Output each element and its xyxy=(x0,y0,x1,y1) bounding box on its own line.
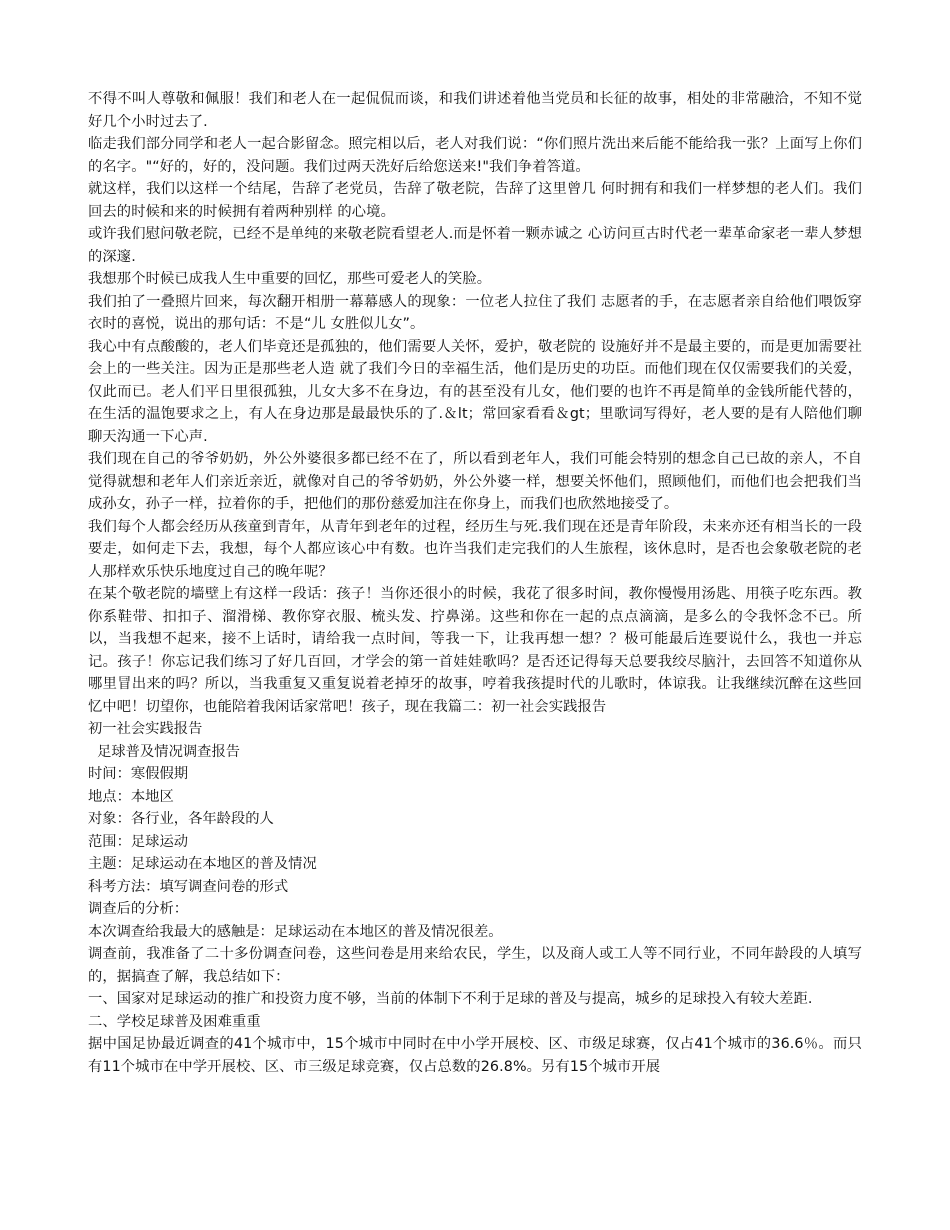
analysis-point-1: 一、国家对足球运动的推广和投资力度不够，当前的体制下不利于足球的普及与提高，城乡的足球投入有较大差距. xyxy=(88,991,813,1007)
paragraph-5: 我想那个时候已成我人生中重要的回忆，那些可爱老人的笑脸。 xyxy=(88,271,492,287)
paragraph-10: 在某个敬老院的墙壁上有这样一段话：孩子！当你还很小的时候，我花了很多时间，教你慢慢用汤匙、用筷子吃东西。教你系鞋带、扣扣子、溜滑梯、教你穿衣服、梳头发、拧鼻涕。这些和你在一起的点点滴滴，是多么的令我怀念不已。所以，当我想不起来，接不上话时，请给我一点时间，等我一下，让我再想一想？？极可能最后连要说什么，我也一并忘记。孩子！你忘记我们练习了好几百回，才学会的第一首娃娃歌吗？是否还记得每天总要我绞尽脑汁，去回答不知道你从哪里冒出来的吗？所以，当我重复又重复说着老掉牙的故事，哼着我孩提时代的儿歌时，体谅我。让我继续沉醉在这些回忆中吧！切望你，也能陪着我闲话家常吧！孩子，现在我篇二：初一社会实践报告 xyxy=(88,586,862,715)
report-title: 初一社会实践报告 xyxy=(88,721,203,737)
report-subtitle: 足球普及情况调查报告 xyxy=(88,743,241,760)
paragraph-4: 或许我们慰问敬老院，已经不是单纯的来敬老院看望老人.而是怀着一颗赤诚之 心访问亘古时代老一辈革命家老一辈人梦想的深邃. xyxy=(88,226,862,265)
info-location: 地点：本地区 xyxy=(88,788,174,805)
paragraph-6: 我们拍了一叠照片回来，每次翻开相册一幕幕感人的现象：一位老人拉住了我们 志愿者的手，在志愿者亲自给他们喂饭穿衣时的喜悦，说出的那句话：不是“儿 女胜似儿女”。 xyxy=(88,293,862,332)
analysis-summary: 本次调查给我最大的感触是：足球运动在本地区的普及情况很差。 xyxy=(88,923,503,940)
paragraph-7: 我心中有点酸酸的，老人们毕竟还是孤独的，他们需要人关怀，爱护，敬老院的 设施好并不是最主要的，而是更加需要社会上的一些关注。因为正是那些老人造 就了我们今日的幸福生活，他们是历史的功臣。而他们现在仅仅需要我们的关爱，仅此而已。老人们平日里很孤独，儿女大多不在身边，有的甚至没有儿女，他们要的也许不再是简单的金钱所能代替的，在生活的温饱要求之上，有人在身边那是最最快乐的了.＆lt；常回家看看＆gt；里歌词写得好，老人要的是有人陪他们聊聊天沟通一下心声. xyxy=(88,338,862,445)
paragraph-1: 不得不叫人尊敬和佩服！我们和老人在一起侃侃而谈，和我们讲述着他当党员和长征的故事，相处的非常融洽，不知不觉好几个小时过去了. xyxy=(88,91,862,130)
info-time: 时间：寒假假期 xyxy=(88,766,189,782)
info-scope: 范围：足球运动 xyxy=(88,833,189,850)
info-method: 科考方法：填写调查问卷的形式 xyxy=(88,878,289,895)
paragraph-2: 临走我们部分同学和老人一起合影留念。照完相以后，老人对我们说：“你们照片洗出来后能不能给我一张？上面写上你们的名字。"“好的，好的，没问题。我们过两天洗好后给您送来!"我们争着答道。 xyxy=(88,136,862,175)
analysis-heading: 调查后的分析： xyxy=(88,901,189,917)
analysis-point-2-heading: 二、学校足球普及困难重重 xyxy=(88,1013,261,1030)
paragraph-8: 我们现在自己的爷爷奶奶，外公外婆很多都已经不在了，所以看到老年人，我们可能会特别的想念自己已故的亲人，不自觉得就想和老年人们亲近亲近，就像对自己的爷爷奶奶，外公外婆一样，想要关怀他们，照顾他们，而他们也会把我们当成孙女，孙子一样，拉着你的手，把他们的那份慈爱加注在你身上，而我们也欣然地接受了。 xyxy=(88,451,862,512)
paragraph-3: 就这样，我们以这样一个结尾，告辞了老党员，告辞了敬老院，告辞了这里曾几 何时拥有和我们一样梦想的老人们。我们回去的时候和来的时候拥有着两种别样 的心境。 xyxy=(88,181,862,220)
analysis-paragraph-2: 据中国足协最近调查的41个城市中，15个城市中同时在中小学开展校、区、市级足球赛，仅占41个城市的36.6％。而只有11个城市在中学开展校、区、市三级足球竞赛，仅占总数的26.8%。另有15个城市开展 xyxy=(88,1036,862,1075)
analysis-paragraph-1: 调查前，我准备了二十多份调查问卷，这些问卷是用来给农民，学生，以及商人或工人等不同行业，不同年龄段的人填写的，据搞查了解，我总结如下： xyxy=(88,946,862,985)
info-theme: 主题：足球运动在本地区的普及情况 xyxy=(88,856,317,872)
paragraph-9: 我们每个人都会经历从孩童到青年，从青年到老年的过程，经历生与死.我们现在还是青年阶段，未来亦还有相当长的一段要走，如何走下去，我想，每个人都应该心中有数。也许当我们走完我们的人生旅程，该休息时，是否也会象敬老院的老人那样欢乐快乐地度过自己的晚年呢？ xyxy=(88,518,862,580)
info-subjects: 对象：各行业，各年龄段的人 xyxy=(88,811,274,827)
